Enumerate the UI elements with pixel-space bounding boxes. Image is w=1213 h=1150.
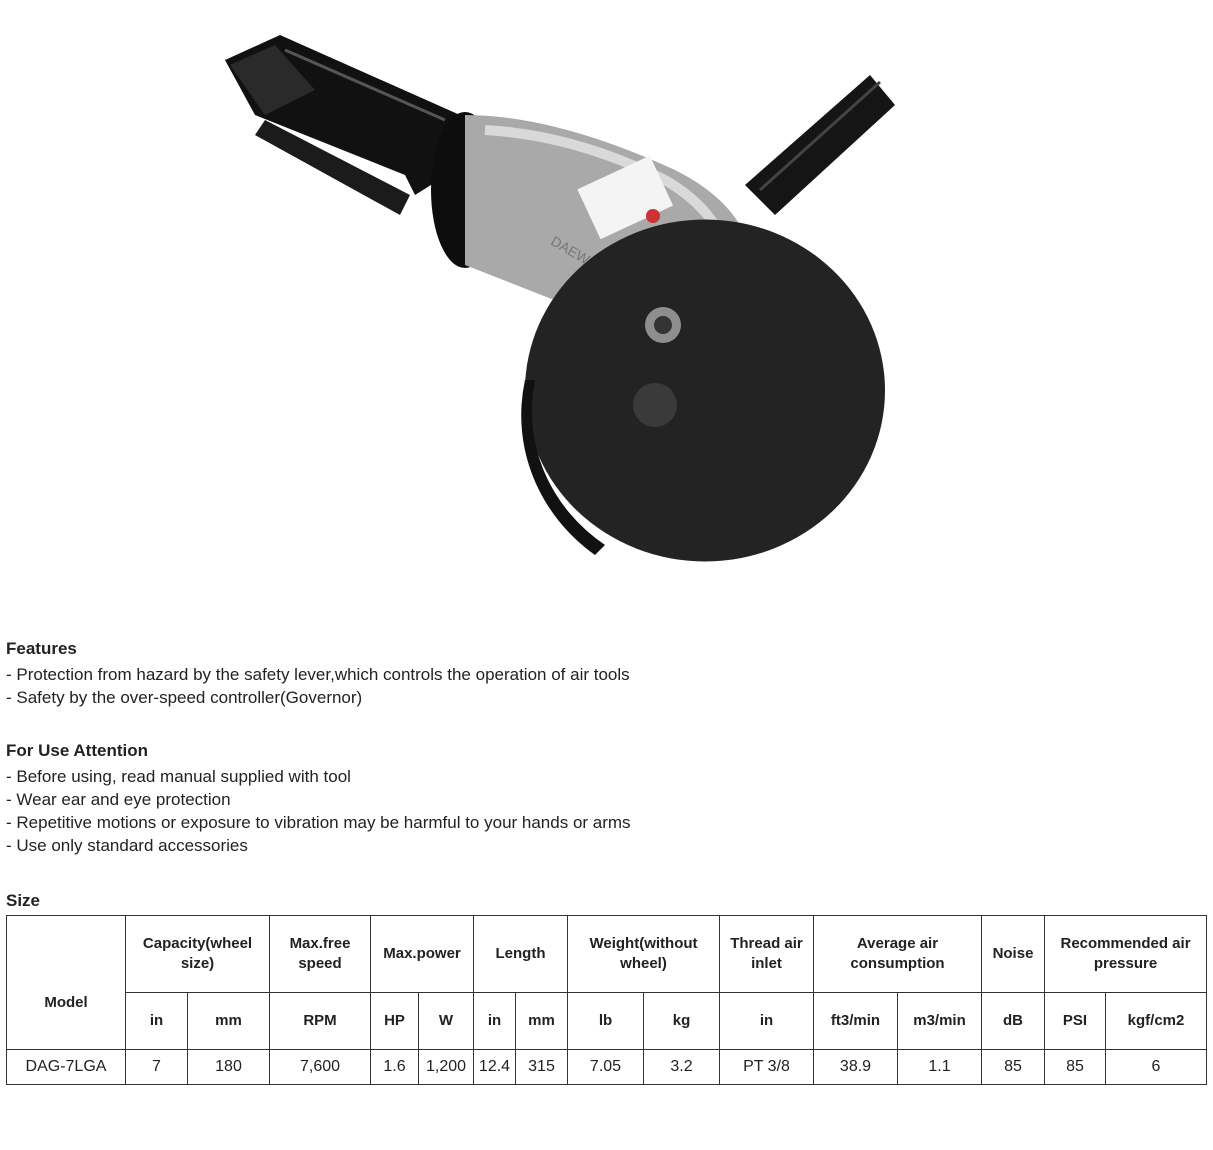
header-air-consumption: Average air consumption: [814, 916, 982, 993]
unit-cell: PSI: [1045, 993, 1106, 1050]
table-cell: 1.6: [371, 1050, 419, 1085]
attention-item: - Before using, read manual supplied with tool: [6, 767, 351, 786]
header-weight: Weight(without wheel): [568, 916, 720, 993]
unit-cell: in: [474, 993, 516, 1050]
size-table: [6, 915, 1207, 1085]
features-section: [6, 639, 630, 709]
unit-cell: in: [126, 993, 188, 1050]
unit-cell: RPM: [270, 993, 371, 1050]
header-pressure: Recommended air pressure: [1045, 916, 1207, 993]
attention-title: For Use Attention: [6, 741, 148, 760]
feature-item: - Protection from hazard by the safety lever,which controls the operation of air tools: [6, 665, 630, 684]
unit-cell: lb: [568, 993, 644, 1050]
header-noise: Noise: [982, 916, 1045, 993]
attention-item: - Wear ear and eye protection: [6, 790, 231, 809]
unit-cell: kg: [644, 993, 720, 1050]
header-model: Model: [7, 916, 126, 1050]
unit-cell: kgf/cm2: [1106, 993, 1207, 1050]
header-thread: Thread air inlet: [720, 916, 814, 993]
features-title: Features: [6, 639, 77, 658]
table-cell: 85: [1045, 1050, 1106, 1085]
table-cell: 7: [126, 1050, 188, 1085]
unit-cell: mm: [516, 993, 568, 1050]
table-cell: 85: [982, 1050, 1045, 1085]
table-cell: 1,200: [419, 1050, 474, 1085]
unit-cell: in: [720, 993, 814, 1050]
attention-item: - Use only standard accessories: [6, 836, 248, 855]
cell-model: DAG-7LGA: [7, 1050, 126, 1085]
size-title: Size: [6, 891, 41, 910]
size-section: [6, 891, 40, 915]
header-capacity: Capacity(wheel size): [126, 916, 270, 993]
header-max-power: Max.power: [371, 916, 474, 993]
header-max-free-speed: Max.free speed: [270, 916, 371, 993]
table-header-row: [7, 916, 1207, 993]
table-cell: 6: [1106, 1050, 1207, 1085]
unit-cell: m3/min: [898, 993, 982, 1050]
unit-cell: dB: [982, 993, 1045, 1050]
unit-cell: W: [419, 993, 474, 1050]
product-image: [195, 20, 915, 565]
table-cell: PT 3/8: [720, 1050, 814, 1085]
table-cell: 180: [188, 1050, 270, 1085]
table-cell: 1.1: [898, 1050, 982, 1085]
table-cell: 12.4: [474, 1050, 516, 1085]
feature-item: - Safety by the over-speed controller(Governor): [6, 688, 363, 707]
unit-cell: ft3/min: [814, 993, 898, 1050]
table-cell: 7.05: [568, 1050, 644, 1085]
attention-item: - Repetitive motions or exposure to vibration may be harmful to your hands or arms: [6, 813, 631, 832]
table-cell: 7,600: [270, 1050, 371, 1085]
table-cell: 38.9: [814, 1050, 898, 1085]
attention-section: [6, 741, 631, 857]
table-cell: 3.2: [644, 1050, 720, 1085]
unit-cell: mm: [188, 993, 270, 1050]
header-length: Length: [474, 916, 568, 993]
table-units-row: [7, 993, 1207, 1050]
table-cell: 315: [516, 1050, 568, 1085]
table-row: [7, 1050, 1207, 1085]
unit-cell: HP: [371, 993, 419, 1050]
